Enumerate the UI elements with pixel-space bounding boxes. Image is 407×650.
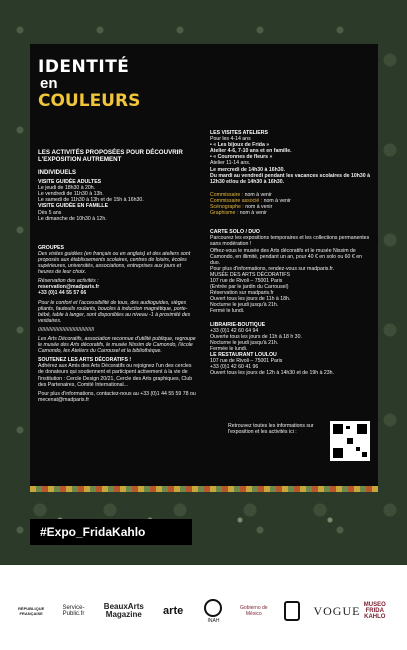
partner-logos: [0, 596, 407, 626]
shop-line: Nocturne le jeudi jusqu'à 21h.: [210, 339, 279, 346]
workshop-line: • « Les bijoux de Frida »: [210, 142, 270, 149]
qr-caption: Retrouvez toutes les informations sur l'exposition et les activités ici :: [228, 423, 314, 436]
support-contact: Pour plus d'informations, contactez-nous au +33 (0)1 44 55 59 78 ou mecenat@madparis.fr: [38, 390, 196, 403]
family-tour-line: Dès 5 ans: [38, 209, 62, 216]
workshop-line: • « Couronnes de fleurs »: [210, 154, 273, 161]
beauxarts-logo: BeauxArts Magazine: [103, 602, 144, 619]
restaurant-line: 107 rue de Rivoli – 75001 Paris: [210, 358, 283, 365]
museum-heading: MUSÉE DES ARTS DÉCORATIFS: [210, 271, 290, 278]
individuels-heading: INDIVIDUELS: [38, 170, 77, 176]
shop-line: +33 (0)1 42 60 64 94: [210, 327, 259, 334]
logo-line-1: IDENTITÉ: [38, 57, 130, 77]
workshop-line: Le mercredi de 14h30 à 16h30.: [210, 166, 285, 173]
workshop-line: Pour les 4-14 ans: [210, 136, 251, 143]
qr-code[interactable]: [330, 421, 370, 461]
reservation-email[interactable]: reservation@madparis.fr: [38, 284, 100, 291]
service-public-logo: Service-Public.fr: [62, 605, 85, 617]
pass-text: Parcourez les expositions temporaires et les collections permanentes sans modération !: [210, 235, 370, 248]
adult-tour-line: Le samedi de 11h30 à 13h et de 15h à 16h30.: [38, 197, 144, 204]
emblem-logo: [281, 601, 303, 621]
credit-line: Commissaire : nom à venir: [210, 191, 272, 198]
museum-line: Réservation sur madparis.fr: [210, 290, 274, 297]
adult-tour-line: Le vendredi de 11h30 à 13h.: [38, 191, 104, 198]
adult-tour-line: Le jeudi de 18h30 à 20h.: [38, 185, 96, 192]
reservation-label: Réservation des activités :: [38, 278, 99, 285]
logo-line-3: COULEURS: [38, 91, 141, 111]
adult-tour-heading: VISITE GUIDÉE ADULTES: [38, 179, 102, 186]
vogue-logo: VOGUE: [313, 603, 361, 618]
accessibility-text: Pour le confort et l'accessibilité de tous, des audioguides, sièges pliants, fauteuils roulants, boucles à induction magnétique, porte-bébé, table à langer, sont disponibles au niveau -1 à proximité des vestiaires.: [38, 299, 191, 324]
credit-line: Scénographe : nom à venir: [210, 204, 273, 211]
workshops-heading: LES VISITES ATELIERS: [210, 130, 268, 136]
shop-line: Fermée le lundi.: [210, 345, 248, 352]
exhibition-logo: [38, 57, 141, 111]
groups-text: Des visites guidées (en français ou en anglais) et des ateliers sont proposés aux établissements scolaires, centres de loisirs, écoles supérieures, universités, associations, entreprises aux jours et heures de leur choix.: [38, 250, 191, 276]
pass-heading: CARTE SOLO / DUO: [210, 229, 260, 236]
reservation-phone: +33 (0)1 44 55 57 66: [38, 290, 87, 297]
hashtag: #Expo_FridaKahlo: [30, 519, 192, 545]
workshop-line: Atelier 11-14 ans.: [210, 160, 251, 167]
credit-line: Commissaire associé : nom à venir: [210, 197, 291, 204]
museum-line: 107 rue de Rivoli – 75001 Paris: [210, 277, 283, 284]
restaurant-heading: LE RESTAURANT LOULOU: [210, 352, 277, 358]
decorative-border: [30, 486, 378, 492]
museum-line: Fermé le lundi.: [210, 308, 245, 315]
museum-line: (Entrée par le jardin du Carrousel): [210, 284, 289, 291]
inah-logo: INAH: [200, 599, 226, 624]
pass-text: Offrez-vous le musée des Arts décoratifs et le musée Nissim de Camondo, en illimité, pendant un an, pour 40 € en solo ou 60 € en duo.: [210, 247, 362, 266]
right-column: [210, 130, 372, 379]
museum-line: Nocturne le jeudi jusqu'à 21h.: [210, 302, 279, 309]
restaurant-line: +33 (0)1 42 60 41 96: [210, 364, 259, 371]
museo-frida-kahlo-logo: MUSEO FRIDA KAHLO: [363, 602, 386, 620]
support-heading: SOUTENEZ LES ARTS DÉCORATIFS !: [38, 357, 132, 364]
pass-text: Pour plus d'informations, rendez-vous sur madparis.fr.: [210, 265, 335, 272]
workshop-line: Atelier 4-6, 7-10 ans et en famille.: [210, 148, 292, 155]
restaurant-line: Ouvert tous les jours de 12h à 14h30 et de 19h à 23h.: [210, 370, 335, 377]
groups-heading: GROUPES: [38, 244, 64, 251]
shop-heading: LIBRAIRIE-BOUTIQUE: [210, 321, 266, 328]
museum-line: Ouvert tous les jours de 11h à 18h.: [210, 296, 291, 303]
logo-line-2: en: [40, 75, 58, 92]
republique-logo: RÉPUBLIQUE FRANÇAISE: [18, 606, 45, 616]
arte-logo: arte: [163, 605, 184, 617]
family-tour-heading: VISITE GUIDÉE EN FAMILLE: [38, 203, 109, 210]
left-column: [38, 170, 196, 406]
mad-text: Les Arts Décoratifs, association reconnue d'utilité publique, regroupe le musée des Arts décoratifs, le musée Nissim de Camondo, l'école Camondo, les Ateliers du Carrousel et la bibliothèque.: [38, 335, 196, 355]
workshop-line: Du mardi au vendredi pendant les vacances scolaires de 10h30 à 12h30 et/ou de 14h30 à 16h30.: [210, 172, 371, 185]
activities-heading: LES ACTIVITÉS PROPOSÉES POUR DÉCOUVRIR L'EXPOSITION AUTREMENT: [38, 149, 183, 163]
support-text: Adhérez aux Amis des Arts Décoratifs ou rejoignez l'un des cercles de donateurs qui soutiennent et participent activement à la vie de l'institution : Cercle Design 20/21, Cercle des Arts graphiques, Club des Partenaires, Comité International...: [38, 363, 193, 388]
gobierno-mexico-logo: Gobierno de México: [240, 605, 268, 617]
family-tour-line: Le dimanche de 10h30 à 12h.: [38, 215, 107, 222]
shop-line: Ouverte tous les jours de 11h à 18 h 30.: [210, 333, 302, 340]
credit-line: Graphisme : nom à venir: [210, 210, 267, 217]
separator: ///////////////////////////////////////: [38, 326, 95, 333]
